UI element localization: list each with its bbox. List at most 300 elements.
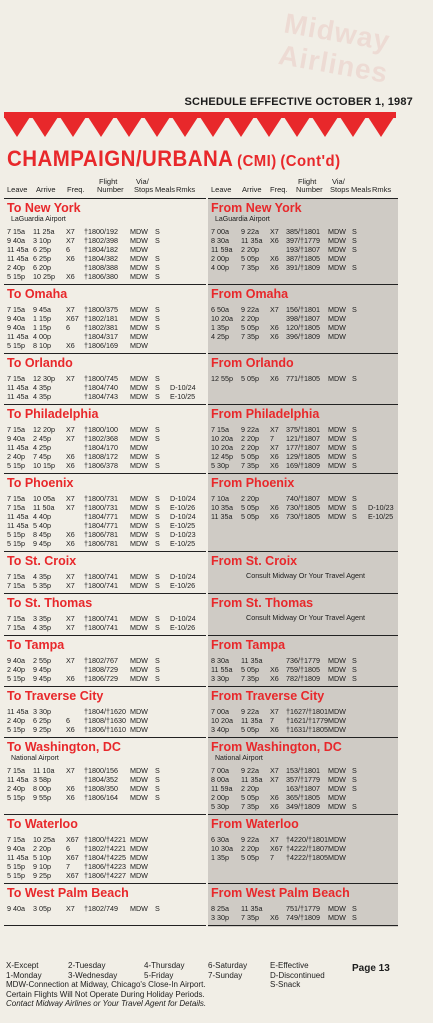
arrive-time: 11 50a xyxy=(33,503,55,512)
legend-discontinued: D-Discontinued xyxy=(270,970,325,980)
flight-row xyxy=(4,904,206,913)
route-section xyxy=(208,284,398,354)
leave-time: 10 30a xyxy=(211,844,233,853)
arrive-time: 4 35p xyxy=(33,572,51,581)
arrive-time: 12 20p xyxy=(33,425,55,434)
flight-number: †1800/741 xyxy=(84,623,118,632)
meals: S xyxy=(155,254,160,263)
via-stops: MDW xyxy=(328,656,346,665)
frequency: X6 xyxy=(270,332,279,341)
leave-time: 1 35p xyxy=(211,323,229,332)
route-title: To Traverse City xyxy=(7,689,104,703)
meals: S xyxy=(352,665,357,674)
flight-row xyxy=(4,503,206,512)
via-stops: MDW xyxy=(130,452,148,461)
flight-number: 387/†1805 xyxy=(286,254,320,263)
leave-time: 3 30p xyxy=(211,674,229,683)
arrive-time: 9 22a xyxy=(241,305,259,314)
frequency: X7 xyxy=(270,766,279,775)
leave-time: 7 15a xyxy=(7,623,25,632)
leave-time: 9 40a xyxy=(7,434,25,443)
flight-number: †1631/†1805 xyxy=(286,725,328,734)
flight-row xyxy=(4,323,206,332)
arrive-time: 9 45a xyxy=(33,305,51,314)
meals: S xyxy=(155,323,160,332)
frequency: X7 xyxy=(270,835,279,844)
frequency: X6 xyxy=(66,254,75,263)
arrive-time: 11 35a xyxy=(241,236,263,245)
red-triangle-icon xyxy=(312,117,338,137)
via-stops: MDW xyxy=(328,236,346,245)
legend-except: X-Except xyxy=(6,961,39,970)
arrive-time: 4 35p xyxy=(33,392,51,401)
frequency: X6 xyxy=(270,512,279,521)
meals: S xyxy=(155,383,160,392)
leave-time: 7 15a xyxy=(211,425,229,434)
meals: S xyxy=(155,374,160,383)
meals: S xyxy=(155,305,160,314)
flight-row xyxy=(4,716,206,725)
flight-number: †1800/375 xyxy=(84,305,118,314)
leave-time: 11 35a xyxy=(211,512,233,521)
frequency: X7 xyxy=(66,494,75,503)
route-title: To Philadelphia xyxy=(7,407,99,421)
via-stops: MDW xyxy=(130,512,148,521)
via-stops: MDW xyxy=(328,844,346,853)
meals: S xyxy=(155,314,160,323)
meals: S xyxy=(155,392,160,401)
meals: S xyxy=(352,674,357,683)
flight-row xyxy=(4,793,206,802)
flight-number: †1804/182 xyxy=(84,245,118,254)
route-section xyxy=(208,883,398,926)
legend-mdw: MDW-Connection at Midway, Chicago's Close-In Airport. xyxy=(6,980,206,989)
red-triangle-band xyxy=(4,112,396,144)
remarks: D-10/23 xyxy=(368,503,394,512)
arrive-time: 2 45p xyxy=(33,434,51,443)
via-stops: MDW xyxy=(328,665,346,674)
leave-time: 5 15p xyxy=(7,793,25,802)
frequency: X7 xyxy=(66,227,75,236)
meals: S xyxy=(155,665,160,674)
flight-row xyxy=(4,305,206,314)
frequency: X6 xyxy=(66,793,75,802)
meals: S xyxy=(352,656,357,665)
arrive-time: 8 00p xyxy=(33,784,51,793)
leave-time: 7 15a xyxy=(7,835,25,844)
meals: S xyxy=(352,452,357,461)
flight-row xyxy=(4,835,206,844)
flight-row xyxy=(4,853,206,862)
flight-number: 375/†1801 xyxy=(286,425,320,434)
arrive-time: 9 45p xyxy=(33,539,51,548)
via-stops: MDW xyxy=(130,383,148,392)
route-title: From New York xyxy=(211,201,302,215)
remarks: D-10/24 xyxy=(170,494,196,503)
leave-time: 5 15p xyxy=(7,530,25,539)
flight-row xyxy=(208,512,398,521)
arrive-time: 10 25p xyxy=(33,272,55,281)
leave-time: 7 00a xyxy=(211,766,229,775)
meals: S xyxy=(352,494,357,503)
via-stops: MDW xyxy=(328,245,346,254)
flight-row xyxy=(4,461,206,470)
flight-row xyxy=(208,452,398,461)
leave-time: 12 45p xyxy=(211,452,233,461)
hdr-arrive: Arrive xyxy=(242,185,262,194)
via-stops: MDW xyxy=(328,775,346,784)
arrive-time: 9 55p xyxy=(33,793,51,802)
via-stops: MDW xyxy=(130,766,148,775)
via-stops: MDW xyxy=(328,263,346,272)
flight-row xyxy=(208,425,398,434)
arrive-time: 11 35a xyxy=(241,656,263,665)
arrive-time: 5 05p xyxy=(241,725,259,734)
leave-time: 11 45a xyxy=(7,512,29,521)
leave-time: 9 40a xyxy=(7,323,25,332)
via-stops: MDW xyxy=(328,323,346,332)
page-number: Page 13 xyxy=(352,963,390,974)
frequency: X6 xyxy=(66,272,75,281)
route-section xyxy=(208,635,398,687)
flight-row xyxy=(208,245,398,254)
legend-tuesday: 2-Tuesday xyxy=(68,961,106,970)
remarks: E-10/25 xyxy=(170,539,196,548)
via-stops: MDW xyxy=(328,374,346,383)
route-title: To St. Croix xyxy=(7,554,77,568)
frequency: X7 xyxy=(66,425,75,434)
leave-time: 7 15a xyxy=(7,227,25,236)
hdr-leave: Leave xyxy=(211,185,232,194)
flight-number: †1808/388 xyxy=(84,263,118,272)
leave-time: 5 15p xyxy=(7,461,25,470)
flight-number: †1808/†1630 xyxy=(84,716,126,725)
route-section xyxy=(4,353,206,405)
flight-number: †1802/368 xyxy=(84,434,118,443)
leave-time: 11 45a xyxy=(7,853,29,862)
flight-row xyxy=(208,913,398,922)
frequency: X7 xyxy=(66,904,75,913)
hdr-leave: Leave xyxy=(7,185,28,194)
arrive-time: 5 05p xyxy=(241,374,259,383)
legend-saturday: 6-Saturday xyxy=(208,961,248,970)
meals: S xyxy=(155,461,160,470)
route-section xyxy=(208,593,398,636)
flight-number: 121/†1807 xyxy=(286,434,320,443)
route-title: From Orlando xyxy=(211,356,294,370)
flight-number: †1804/†1620 xyxy=(84,707,126,716)
meals: S xyxy=(352,913,357,922)
route-title: From West Palm Beach xyxy=(211,886,350,900)
flight-number: †4222/†1805 xyxy=(286,853,328,862)
frequency: X6 xyxy=(270,236,279,245)
via-stops: MDW xyxy=(328,314,346,323)
via-stops: MDW xyxy=(130,425,148,434)
flight-row xyxy=(208,707,398,716)
remarks: D-10/24 xyxy=(170,383,196,392)
route-section xyxy=(4,814,206,884)
route-section xyxy=(208,198,398,285)
flight-number: †1802/398 xyxy=(84,236,118,245)
flight-number: †1804/382 xyxy=(84,254,118,263)
hdr-number: Number xyxy=(97,185,124,194)
frequency: X6 xyxy=(270,461,279,470)
meals: S xyxy=(155,614,160,623)
flight-number: 396/†1809 xyxy=(286,332,320,341)
red-triangle-icon xyxy=(32,117,58,137)
via-stops: MDW xyxy=(328,434,346,443)
flight-number: †1802/749 xyxy=(84,904,118,913)
route-section xyxy=(208,737,398,815)
flight-number: †1800/156 xyxy=(84,766,118,775)
flight-number: 730/†1805 xyxy=(286,503,320,512)
leave-time: 7 00a xyxy=(211,707,229,716)
arrive-time: 5 05p xyxy=(241,503,259,512)
via-stops: MDW xyxy=(130,784,148,793)
flight-number: †1806/†4223 xyxy=(84,862,126,871)
arrive-time: 2 20p xyxy=(241,434,259,443)
meals: S xyxy=(352,802,357,811)
flight-number: †1802/381 xyxy=(84,323,118,332)
flight-row xyxy=(4,332,206,341)
arrive-time: 9 45p xyxy=(33,674,51,683)
via-stops: MDW xyxy=(130,245,148,254)
via-stops: MDW xyxy=(328,707,346,716)
via-stops: MDW xyxy=(328,716,346,725)
flight-row xyxy=(208,461,398,470)
meals: S xyxy=(155,581,160,590)
frequency: X67 xyxy=(66,871,79,880)
city-name: CHAMPAIGN/URBANA xyxy=(7,146,234,171)
leave-time: 11 59a xyxy=(211,784,233,793)
frequency: X7 xyxy=(66,656,75,665)
via-stops: MDW xyxy=(130,871,148,880)
meals: S xyxy=(155,793,160,802)
via-stops: MDW xyxy=(328,452,346,461)
flight-number: †1802/181 xyxy=(84,314,118,323)
flight-row xyxy=(4,452,206,461)
route-section xyxy=(4,686,206,738)
flight-number: †1806/729 xyxy=(84,674,118,683)
hdr-freq: Freq. xyxy=(67,185,85,194)
arrive-time: 8 10p xyxy=(33,341,51,350)
via-stops: MDW xyxy=(130,227,148,236)
frequency: X7 xyxy=(66,503,75,512)
via-stops: MDW xyxy=(130,272,148,281)
frequency: X67 xyxy=(66,853,79,862)
via-stops: MDW xyxy=(328,503,346,512)
leave-time: 5 15p xyxy=(7,272,25,281)
flight-row xyxy=(208,853,398,862)
flight-number: †1808/172 xyxy=(84,452,118,461)
legend-sunday: 7-Sunday xyxy=(208,970,243,980)
leave-time: 4 00p xyxy=(211,263,229,272)
via-stops: MDW xyxy=(328,913,346,922)
leave-time: 11 59a xyxy=(211,245,233,254)
leave-time: 9 40a xyxy=(7,844,25,853)
frequency: X6 xyxy=(270,802,279,811)
leave-time: 6 50a xyxy=(211,305,229,314)
meals: S xyxy=(155,263,160,272)
route-section xyxy=(4,593,206,636)
frequency: X67 xyxy=(66,835,79,844)
flight-row xyxy=(208,305,398,314)
flight-number: 169/†1809 xyxy=(286,461,320,470)
frequency: X6 xyxy=(270,674,279,683)
flight-row xyxy=(4,674,206,683)
via-stops: MDW xyxy=(328,835,346,844)
legend-wednesday: 3-Wednesday xyxy=(68,970,118,980)
route-title: From Omaha xyxy=(211,287,289,301)
frequency: X6 xyxy=(66,452,75,461)
leave-time: 11 45a xyxy=(7,521,29,530)
meals: S xyxy=(155,503,160,512)
route-section xyxy=(208,353,398,405)
meals: S xyxy=(155,674,160,683)
leave-time: 7 10a xyxy=(211,494,229,503)
arrive-time: 7 35p xyxy=(241,461,259,470)
via-stops: MDW xyxy=(130,332,148,341)
meals: S xyxy=(155,227,160,236)
via-stops: MDW xyxy=(130,539,148,548)
leave-time: 11 45a xyxy=(7,392,29,401)
remarks: E-10/25 xyxy=(170,521,196,530)
arrive-time: 5 10p xyxy=(33,853,51,862)
meals: S xyxy=(155,904,160,913)
leave-time: 2 40p xyxy=(7,716,25,725)
frequency: X6 xyxy=(270,374,279,383)
remarks: D-10/24 xyxy=(170,512,196,521)
arrive-time: 4 35p xyxy=(33,383,51,392)
flight-row xyxy=(4,539,206,548)
flight-number: †1804/†4225 xyxy=(84,853,126,862)
via-stops: MDW xyxy=(130,665,148,674)
flight-row xyxy=(4,374,206,383)
via-stops: MDW xyxy=(130,904,148,913)
meals: S xyxy=(155,272,160,281)
arrive-time: 5 05p xyxy=(241,323,259,332)
leave-time: 10 35a xyxy=(211,503,233,512)
flight-number: †1804/771 xyxy=(84,512,118,521)
leave-time: 11 45a xyxy=(7,383,29,392)
arrive-time: 9 22a xyxy=(241,766,259,775)
flight-number: 357/†1779 xyxy=(286,775,320,784)
leave-time: 2 40p xyxy=(7,665,25,674)
via-stops: MDW xyxy=(328,227,346,236)
flight-row xyxy=(4,512,206,521)
hdr-flight: Flight xyxy=(99,177,118,186)
arrive-time: 5 05p xyxy=(241,793,259,802)
hdr-number: Number xyxy=(296,185,323,194)
frequency: X7 xyxy=(66,614,75,623)
arrive-time: 3 30p xyxy=(33,707,51,716)
meals: S xyxy=(352,766,357,775)
frequency: 7 xyxy=(66,862,70,871)
remarks: D-10/24 xyxy=(170,572,196,581)
flight-number: 120/†1805 xyxy=(286,323,320,332)
flight-number: †1808/729 xyxy=(84,665,118,674)
leave-time: 2 40p xyxy=(7,452,25,461)
arrive-time: 9 45p xyxy=(33,665,51,674)
leave-time: 2 40p xyxy=(7,263,25,272)
red-triangle-icon xyxy=(144,117,170,137)
flight-row xyxy=(4,707,206,716)
leave-time: 11 45a xyxy=(7,332,29,341)
frequency: X6 xyxy=(270,263,279,272)
via-stops: MDW xyxy=(130,314,148,323)
arrive-time: 2 20p xyxy=(241,494,259,503)
hdr-meals: Meals xyxy=(155,185,176,194)
via-stops: MDW xyxy=(328,254,346,263)
flight-number: †1806/380 xyxy=(84,272,118,281)
flight-row xyxy=(208,793,398,802)
meals: S xyxy=(155,530,160,539)
via-stops: MDW xyxy=(328,674,346,683)
via-stops: MDW xyxy=(130,341,148,350)
arrive-time: 2 55p xyxy=(33,656,51,665)
legend-contact: Contact Midway Airlines or Your Travel Agent for Details. xyxy=(6,999,207,1008)
route-title: To St. Thomas xyxy=(7,596,93,610)
flight-row xyxy=(4,862,206,871)
arrive-time: 9 22a xyxy=(241,425,259,434)
frequency: 7 xyxy=(270,716,274,725)
ghost-logo: Midway Airlines xyxy=(276,7,393,89)
route-section xyxy=(208,404,398,474)
frequency: X7 xyxy=(66,434,75,443)
meals: S xyxy=(155,425,160,434)
flight-number: †1627/†1801 xyxy=(286,707,328,716)
via-stops: MDW xyxy=(328,494,346,503)
remarks: D-10/23 xyxy=(170,530,196,539)
arrive-time: 2 20p xyxy=(241,443,259,452)
arrive-time: 3 10p xyxy=(33,236,51,245)
flight-row xyxy=(208,503,398,512)
route-section xyxy=(4,737,206,815)
legend-friday: 5-Friday xyxy=(144,970,174,980)
flight-number: †1800/741 xyxy=(84,581,118,590)
frequency: 6 xyxy=(66,716,70,725)
arrive-time: 2 20p xyxy=(241,314,259,323)
via-stops: MDW xyxy=(130,656,148,665)
flight-number: 736/†1779 xyxy=(286,656,320,665)
route-title: From Traverse City xyxy=(211,689,325,703)
via-stops: MDW xyxy=(328,853,346,862)
arrive-time: 7 45p xyxy=(33,452,51,461)
via-stops: MDW xyxy=(130,236,148,245)
flight-row xyxy=(4,443,206,452)
meals: S xyxy=(155,494,160,503)
frequency: X6 xyxy=(66,725,75,734)
flight-row xyxy=(4,494,206,503)
frequency: X6 xyxy=(270,913,279,922)
column-bottom-rule xyxy=(4,925,206,926)
arrive-time: 11 35a xyxy=(241,775,263,784)
flight-row xyxy=(208,725,398,734)
flight-row xyxy=(4,581,206,590)
flight-row xyxy=(4,245,206,254)
frequency: X7 xyxy=(270,775,279,784)
via-stops: MDW xyxy=(328,802,346,811)
leave-time: 11 45a xyxy=(7,245,29,254)
flight-number: 129/†1805 xyxy=(286,452,320,461)
arrive-time: 12 30p xyxy=(33,374,55,383)
airport-subtitle: National Airport xyxy=(11,755,59,762)
leave-time: 10 20a xyxy=(211,314,233,323)
leave-time: 5 15p xyxy=(7,862,25,871)
meals: S xyxy=(155,521,160,530)
frequency: X6 xyxy=(66,784,75,793)
departures-column xyxy=(4,198,206,927)
